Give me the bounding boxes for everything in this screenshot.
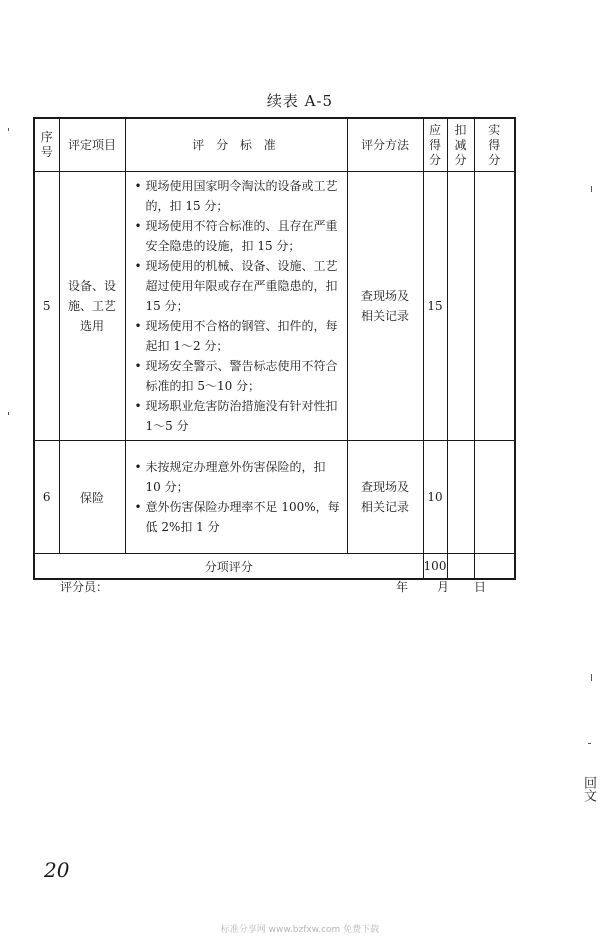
criteria-item: • 现场使用不合格的钢管、扣件的，每起扣 1～2 分； bbox=[134, 316, 343, 356]
margin-mark bbox=[8, 412, 9, 415]
table-caption: 续表 A-5 bbox=[266, 92, 334, 110]
table-row bbox=[34, 172, 515, 441]
criteria-item: • 未按规定办理意外伤害保险的，扣 10 分； bbox=[134, 457, 343, 497]
criteria-item: • 现场使用国家明令淘汰的设备或工艺的，扣 15 分； bbox=[134, 176, 343, 216]
margin-mark bbox=[591, 674, 592, 681]
month-label: 月 bbox=[437, 580, 450, 594]
row-should-score: 10 bbox=[423, 441, 447, 554]
row-deduct-score[interactable] bbox=[447, 441, 474, 554]
table-row bbox=[34, 441, 515, 554]
summary-deduct-score[interactable] bbox=[447, 554, 474, 580]
header-actual-score: 实 得 分 bbox=[474, 118, 515, 172]
row-criteria bbox=[125, 172, 347, 441]
criteria-item: • 现场使用的机械、设备、设施、工艺超过使用年限或存在严重隐患的，扣 15 分； bbox=[134, 256, 343, 316]
row-method: 查现场及相关记录 bbox=[347, 441, 423, 554]
header-should-score: 应 得 分 bbox=[423, 118, 447, 172]
page-number: 20 bbox=[44, 858, 70, 882]
margin-mark bbox=[588, 743, 591, 744]
row-should-score: 15 bbox=[423, 172, 447, 441]
side-margin-text: 回文 bbox=[581, 776, 596, 802]
year-label: 年 bbox=[396, 580, 409, 594]
row-method: 查现场及相关记录 bbox=[347, 172, 423, 441]
criteria-item: • 现场安全警示、警告标志使用不符合标准的扣 5～10 分； bbox=[134, 356, 343, 396]
margin-mark bbox=[8, 128, 9, 131]
row-actual-score[interactable] bbox=[474, 172, 515, 441]
header-criteria: 评 分 标 准 bbox=[125, 118, 347, 172]
summary-row bbox=[34, 554, 515, 580]
summary-actual-score[interactable] bbox=[474, 554, 515, 580]
summary-label: 分项评分 bbox=[34, 554, 423, 580]
header-deduct-score: 扣 减 分 bbox=[447, 118, 474, 172]
watermark: 标准分享网 www.bzfxw.com 免费下载 bbox=[220, 925, 380, 935]
criteria-item: • 现场使用不符合标准的、且存在严重安全隐患的设施，扣 15 分； bbox=[134, 216, 343, 256]
row-item: 保险 bbox=[59, 441, 125, 554]
day-label: 日 bbox=[474, 580, 487, 594]
criteria-item: • 现场职业危害防治措施没有针对性扣 1～5 分 bbox=[134, 396, 343, 436]
header-method: 评分方法 bbox=[347, 118, 423, 172]
row-item: 设备、设施、工艺选用 bbox=[59, 172, 125, 441]
criteria-item: • 意外伤害保险办理率不足 100%，每低 2%扣 1 分 bbox=[134, 497, 343, 537]
header-row bbox=[34, 118, 515, 172]
row-criteria bbox=[125, 441, 347, 554]
row-actual-score[interactable] bbox=[474, 441, 515, 554]
row-seq: 6 bbox=[34, 441, 59, 554]
scorer-label: 评分员： bbox=[60, 580, 109, 594]
summary-should-score: 100 bbox=[423, 554, 447, 580]
scoring-table bbox=[33, 117, 516, 580]
row-deduct-score[interactable] bbox=[447, 172, 474, 441]
margin-mark bbox=[591, 186, 592, 192]
row-seq: 5 bbox=[34, 172, 59, 441]
signature-line bbox=[0, 578, 600, 594]
header-seq: 序 号 bbox=[34, 118, 59, 172]
header-item: 评定项目 bbox=[59, 118, 125, 172]
